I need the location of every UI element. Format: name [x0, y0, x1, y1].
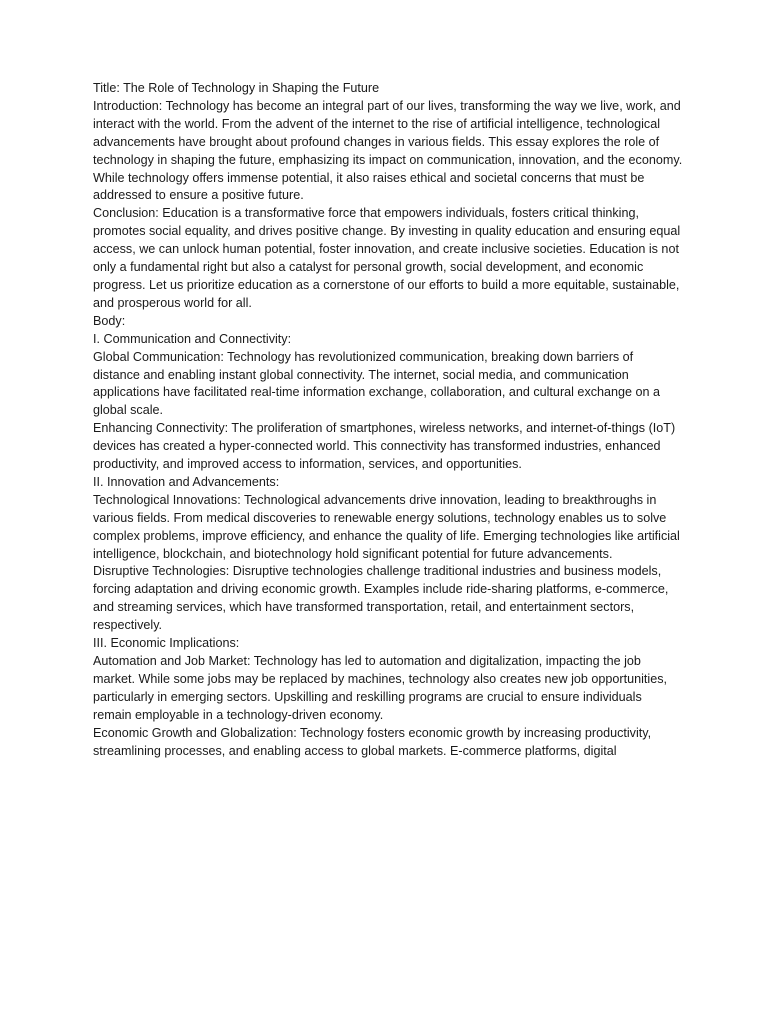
conclusion-paragraph: Conclusion: Education is a transformative force that empowers individuals, fosters critical thinking, promotes social equality, and drives positive change. By investing in quality education and ensuring equal access, we can unlock human potential, foster innovation, and create inclusive societies. Education is not only a fundamental right but also a catalyst for personal growth, social development, and economic progress. Let us prioritize education as a cornerstone of our efforts to build a more equitable, sustainable, and prosperous world for all. — [93, 206, 681, 310]
body-label: Body: — [93, 313, 126, 328]
section-heading-economic: III. Economic Implications: — [93, 636, 240, 651]
paragraph-economic-growth: Economic Growth and Globalization: Technology fosters economic growth by increasing productivity, streamlining processes, and enabling access to global markets. E-commerce platforms, digital — [93, 725, 652, 758]
paragraph-automation-job-market: Automation and Job Market: Technology has led to automation and digitalization, impacting the job market. While some jobs may be replaced by machines, technology also creates new job opportunities, particularly in emerging sectors. Upskilling and reskilling programs are crucial to ensure individuals remain employable in a technology-driven economy. — [93, 654, 668, 722]
document-page — [93, 80, 683, 760]
introduction-paragraph: Introduction: Technology has become an integral part of our lives, transforming the way we live, work, and interact with the world. From the advent of the internet to the rise of artificial intelligence, technological advancements have brought about profound changes in various fields. This essay explores the role of technology in shaping the future, emphasizing its impact on communication, innovation, and the economy. While technology offers immense potential, it also raises ethical and societal concerns that must be addressed to ensure a positive future. — [93, 98, 683, 203]
paragraph-global-communication: Global Communication: Technology has revolutionized communication, breaking down barriers of distance and enabling instant global connectivity. The internet, social media, and communication applications have facilitated real-time information exchange, collaboration, and cultural exchange on a global scale. — [93, 349, 661, 418]
paragraph-enhancing-connectivity: Enhancing Connectivity: The proliferation of smartphones, wireless networks, and internet-of-things (IoT) devices has created a hyper-connected world. This connectivity has transformed industries, enhanced productivity, and improved access to information, services, and opportunities. — [93, 421, 676, 472]
document-title: Title: The Role of Technology in Shaping the Future — [93, 81, 380, 95]
paragraph-technological-innovations: Technological Innovations: Technological advancements drive innovation, leading to breakthroughs in various fields. From medical discoveries to renewable energy solutions, technology enables us to solve complex problems, improve efficiency, and enhance the quality of life. Emerging technologies like artificial intelligence, blockchain, and biotechnology hold significant potential for future advancements. — [93, 492, 680, 561]
section-heading-innovation: II. Innovation and Advancements: — [93, 474, 280, 489]
paragraph-disruptive-technologies: Disruptive Technologies: Disruptive technologies challenge traditional industries and business models, forcing adaptation and driving economic growth. Examples include ride-sharing platforms, e-commerce, and streaming services, which have transformed transportation, retail, and entertainment sectors, respectively. — [93, 564, 669, 633]
section-heading-communication: I. Communication and Connectivity: — [93, 331, 292, 346]
